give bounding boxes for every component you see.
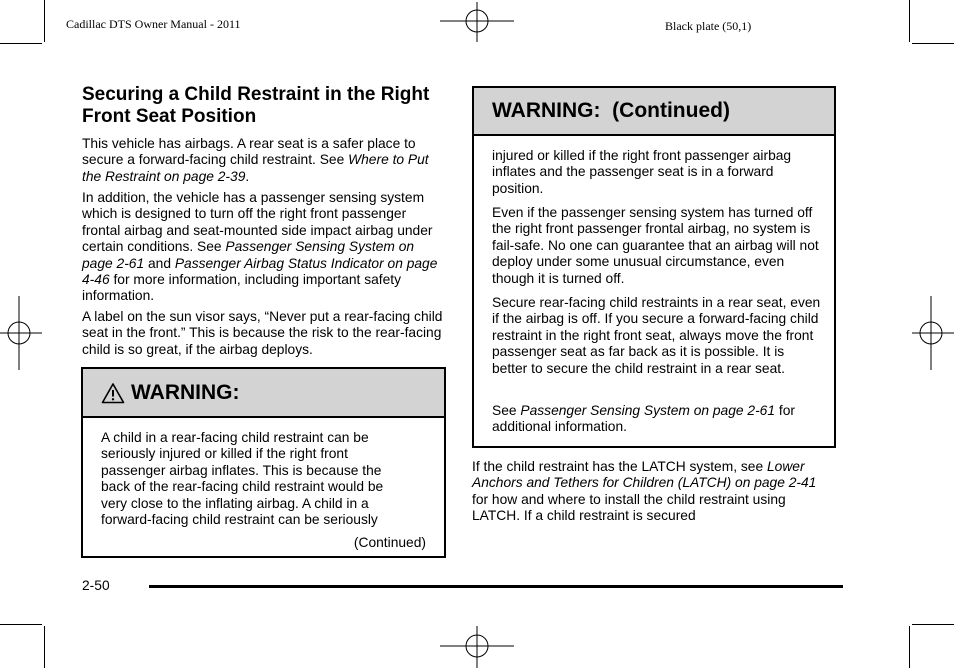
footer-rule [149, 585, 843, 588]
warning-continued-header [474, 88, 834, 136]
registration-crosshair-icon [0, 296, 42, 370]
section-heading: Securing a Child Restraint in the Right Front Seat Position [82, 84, 430, 127]
warning-title: WARNING: [131, 380, 240, 404]
paragraph-airbags: This vehicle has airbags. A rear seat is a safer place to secure a forward-facing child restraint. See Where to Put the Restraint on page 2-39. [82, 136, 429, 184]
warning-continued-p1: injured or killed if the right front passenger airbag inflates and the passenger seat is in a forward position. [492, 148, 792, 196]
warning-box [81, 367, 446, 558]
cross-reference-link: Passenger Sensing System on page 2-61 [82, 239, 415, 271]
warning-body: A child in a rear-facing child restraint can be seriously injured or killed if the right front passenger airbag inflates. This is because the back of the rear-facing child restraint would be very close to the inflating airbag. A child in a forward-facing child restraint can be seriously [101, 430, 384, 528]
paragraph-sensing-system: In addition, the vehicle has a passenger sensing system which is designed to turn off the right front passenger frontal airbag and seat-mounted side impact airbag under certain conditions. See Passenger Sensing System on page 2-61 and Passenger Airbag Status Indicator on page 4-46 for more information, including important safety information. [82, 190, 438, 304]
registration-crosshair-icon [912, 296, 954, 370]
registration-crosshair-icon [440, 626, 514, 668]
warning-continued-p3: Secure rear-facing child restraints in a rear seat, even if the airbag is off. If you secure a forward-facing child restraint in the right front seat, always move the front passenger seat as far back as it is possible. It is better to secure the child restraint in a rear seat. [492, 295, 821, 376]
registration-crosshair-icon [440, 2, 514, 42]
header-manual-title: Cadillac DTS Owner Manual - 2011 [66, 17, 241, 31]
warning-continued-p2: Even if the passenger sensing system has turned off the right front passenger frontal airbag, no system is fail-safe. No one can guarantee that an airbag will not deploy under some unusual circumstance, even though it is turned off. [492, 205, 819, 286]
warning-header [83, 369, 444, 418]
warning-triangle-icon [101, 382, 125, 404]
warning-continued-title: WARNING: (Continued) [492, 99, 730, 122]
cross-reference-link: Lower Anchors and Tethers for Children (LATCH) on page 2-41 [472, 459, 817, 491]
page-number: 2-50 [82, 578, 110, 593]
warning-continued-box [472, 86, 836, 448]
header-plate-label: Black plate (50,1) [665, 19, 752, 33]
paragraph-latch: If the child restraint has the LATCH system, see Lower Anchors and Tethers for Children (LATCH) on page 2-41 for how and where to install the child restraint using LATCH. If a child restraint is secured [472, 459, 817, 524]
continued-label: (Continued) [353, 535, 426, 550]
cross-reference-link: Where to Put the Restraint on page 2-39 [82, 152, 429, 184]
cross-reference-link: Passenger Sensing System on page 2-61 [520, 403, 776, 418]
cross-reference-link: Passenger Airbag Status Indicator on page 4-46 [82, 255, 438, 288]
warning-continued-p4: See Passenger Sensing System on page 2-61 for additional information. [492, 403, 795, 435]
paragraph-sun-visor: A label on the sun visor says, “Never put a rear-facing child seat in the front.” This is because the risk to the rear-facing child is so great, if the airbag deploys. [82, 309, 443, 357]
